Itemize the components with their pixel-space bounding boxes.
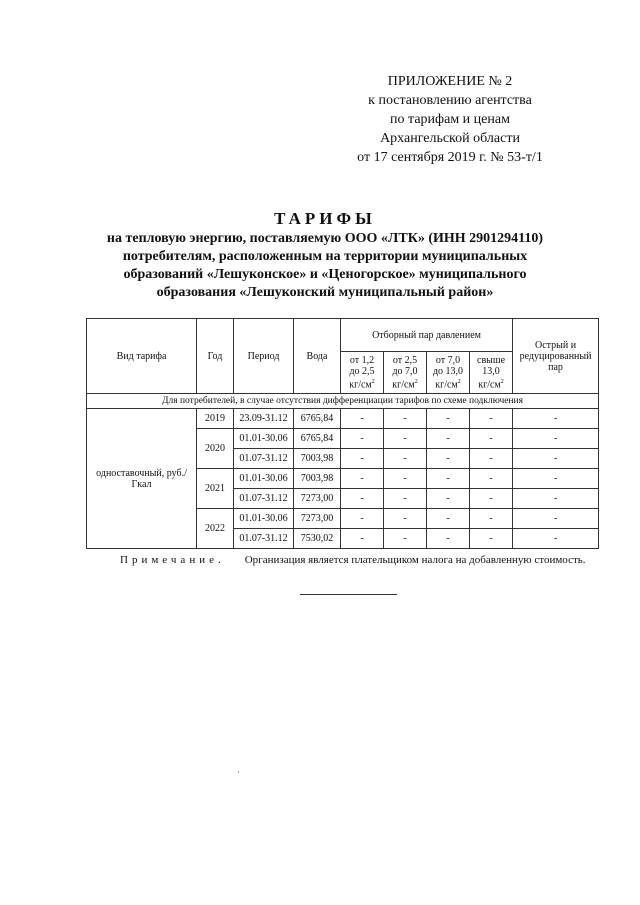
- title-heading: ТАРИФЫ: [274, 209, 376, 228]
- dash-cell: -: [513, 489, 599, 509]
- dash-cell: -: [427, 449, 470, 469]
- appendix-line: Архангельской области: [380, 131, 520, 146]
- dash-cell: -: [427, 409, 470, 429]
- dash-cell: -: [513, 449, 599, 469]
- closing-rule: [300, 594, 397, 595]
- water-cell: 6765,84: [294, 409, 341, 429]
- dash-cell: -: [470, 489, 513, 509]
- period-cell: 01.01-30.06: [234, 469, 294, 489]
- period-cell: 01.07-31.12: [234, 449, 294, 469]
- header-steam-col: от 7,0 до 13,0 $кг/см^2$: [427, 352, 470, 394]
- dash-cell: -: [513, 509, 599, 529]
- dash-cell: -: [384, 469, 427, 489]
- dash-cell: -: [513, 409, 599, 429]
- dash-cell: -: [384, 529, 427, 549]
- water-cell: 6765,84: [294, 429, 341, 449]
- dash-cell: -: [427, 469, 470, 489]
- header-water: Вода: [294, 319, 341, 394]
- title-line: образования «Лешуконский муниципальный район»: [156, 285, 494, 300]
- header-sharp-steam: Острый и редуцированный пар: [513, 319, 599, 394]
- year-cell: 2019: [197, 409, 234, 429]
- water-cell: 7273,00: [294, 489, 341, 509]
- period-cell: 01.01-30.06: [234, 429, 294, 449]
- header-steam-group: Отборный пар давлением: [341, 319, 513, 352]
- dash-cell: -: [427, 509, 470, 529]
- appendix-line: по тарифам и ценам: [390, 112, 510, 127]
- tariff-table: [86, 318, 599, 549]
- dash-cell: -: [513, 429, 599, 449]
- header-tariff-type: Вид тарифа: [87, 319, 197, 394]
- note: [120, 554, 586, 566]
- tariff-type-cell: одноставочный, руб./Гкал: [87, 409, 197, 549]
- header-steam-col: от 2,5 до 7,0 $кг/см^2$: [384, 352, 427, 394]
- dash-cell: -: [384, 409, 427, 429]
- appendix-line: к постановлению агентства: [368, 93, 532, 108]
- dash-cell: -: [341, 429, 384, 449]
- dash-cell: -: [341, 469, 384, 489]
- dash-cell: -: [470, 449, 513, 469]
- period-cell: 01.07-31.12: [234, 529, 294, 549]
- dash-cell: -: [384, 509, 427, 529]
- consumer-span-row: Для потребителей, в случае отсутствия дифференциации тарифов по схеме подключения: [87, 394, 599, 409]
- period-cell: 23.09-31.12: [234, 409, 294, 429]
- year-cell: 2021: [197, 469, 234, 509]
- dash-cell: -: [513, 469, 599, 489]
- year-cell: 2022: [197, 509, 234, 549]
- header-period: Период: [234, 319, 294, 394]
- period-cell: 01.07-31.12: [234, 489, 294, 509]
- dash-cell: -: [470, 529, 513, 549]
- water-cell: 7273,00: [294, 509, 341, 529]
- year-cell: 2020: [197, 429, 234, 469]
- dash-cell: -: [341, 489, 384, 509]
- dash-cell: -: [513, 529, 599, 549]
- period-cell: 01.01-30.06: [234, 509, 294, 529]
- dash-cell: -: [341, 409, 384, 429]
- dash-cell: -: [427, 529, 470, 549]
- water-cell: 7530,02: [294, 529, 341, 549]
- appendix-header: [330, 72, 570, 167]
- note-label: Примечание.: [120, 554, 225, 566]
- note-text: Организация является плательщиком налога на добавленную стоимость.: [244, 554, 586, 566]
- dash-cell: -: [341, 509, 384, 529]
- appendix-line: ПРИЛОЖЕНИЕ № 2: [387, 74, 513, 89]
- dash-cell: -: [384, 429, 427, 449]
- title-line: потребителям, расположенным на территории муниципальных: [122, 249, 528, 264]
- dash-cell: -: [384, 449, 427, 469]
- table-row: [87, 409, 599, 429]
- dash-cell: -: [470, 509, 513, 529]
- dash-cell: -: [384, 489, 427, 509]
- appendix-line: от 17 сентября 2019 г. № 53-т/1: [357, 150, 543, 165]
- dash-cell: -: [470, 469, 513, 489]
- water-cell: 7003,98: [294, 449, 341, 469]
- title-line: на тепловую энергию, поставляемую ООО «ЛТК» (ИНН 2901294110): [106, 231, 544, 246]
- document-title: [90, 210, 560, 302]
- dash-cell: -: [470, 429, 513, 449]
- dash-cell: -: [341, 529, 384, 549]
- dash-cell: -: [427, 489, 470, 509]
- dash-cell: -: [470, 409, 513, 429]
- dash-cell: -: [427, 429, 470, 449]
- scan-speck: [238, 771, 239, 773]
- header-steam-col: от 1,2 до 2,5 $кг/см^2$: [341, 352, 384, 394]
- title-line: образований «Лешуконское» и «Ценогорское» муниципального: [123, 267, 527, 282]
- dash-cell: -: [341, 449, 384, 469]
- header-steam-col: свыше 13,0 $кг/см^2$: [470, 352, 513, 394]
- water-cell: 7003,98: [294, 469, 341, 489]
- header-year: Год: [197, 319, 234, 394]
